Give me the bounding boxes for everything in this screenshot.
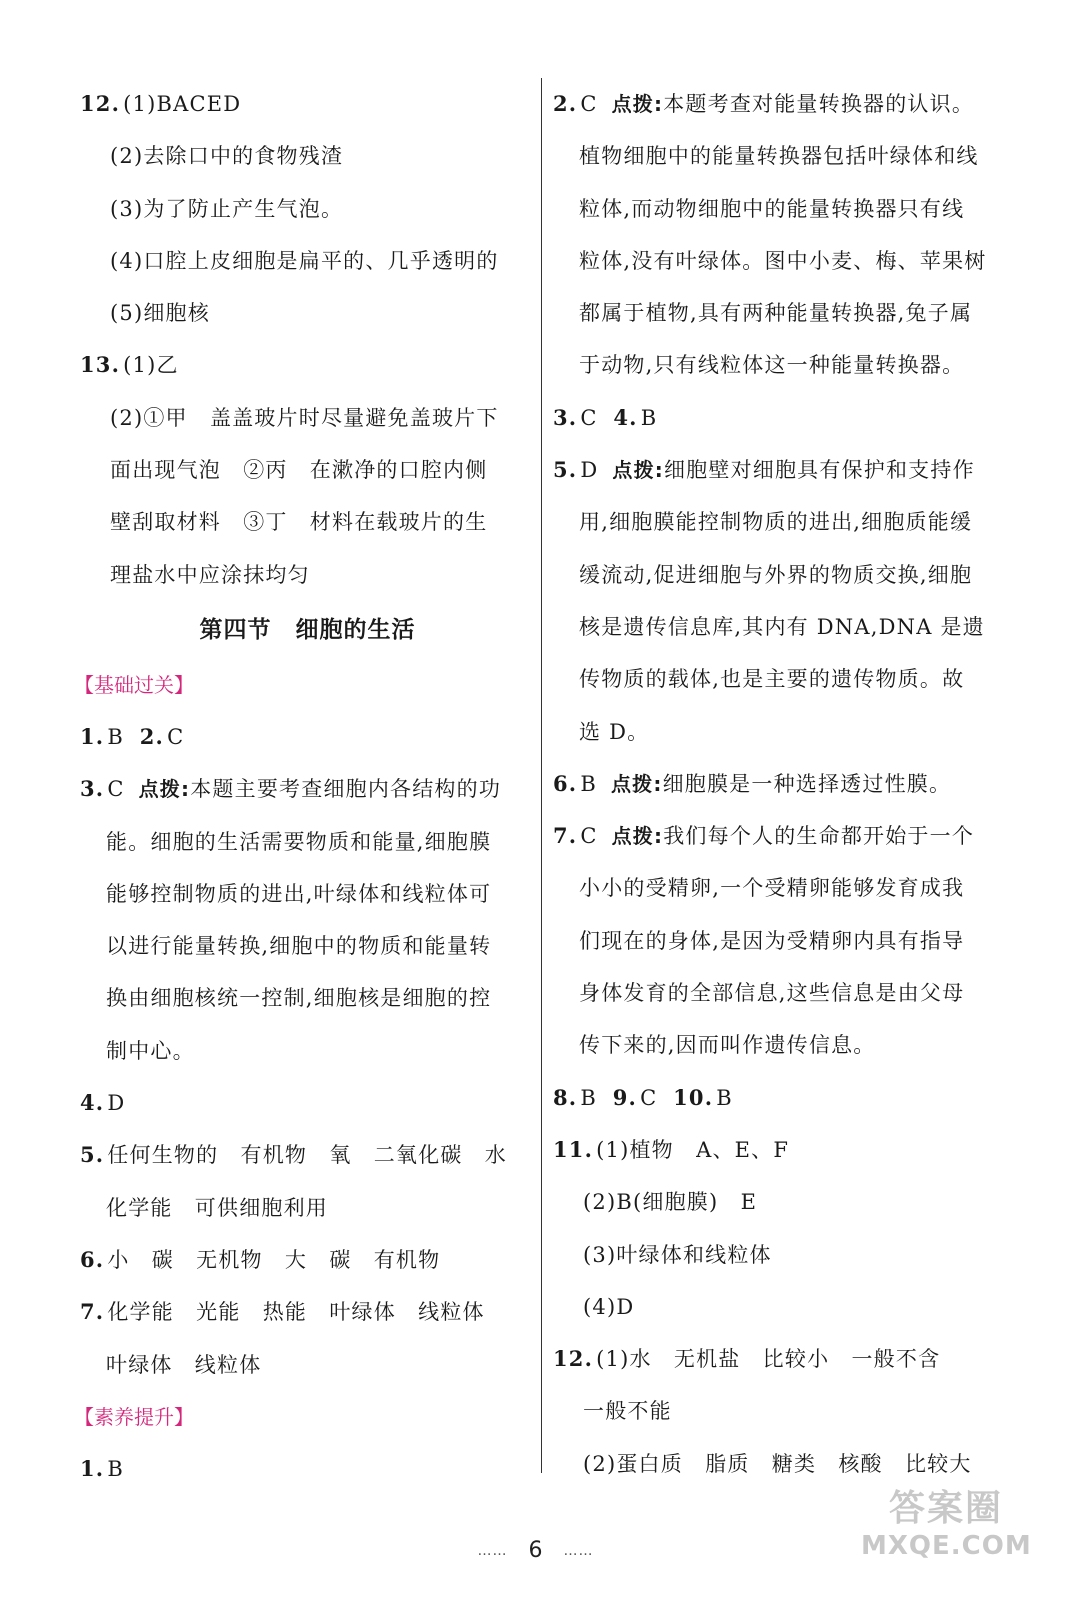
- q12-part2: (2)去除口中的食物残渣: [110, 144, 344, 169]
- answer-5-line: 传物质的载体,也是主要的遗传物质。故: [579, 667, 965, 692]
- answer-2-line: 植物细胞中的能量转换器包括叶绿体和线: [579, 144, 979, 169]
- answer-7: 7. 化学能 光能 热能 叶绿体 线粒体: [80, 1299, 485, 1325]
- answer-2-line: 都属于植物,具有两种能量转换器,兔子属: [579, 301, 973, 326]
- footer-dots-right: ……: [563, 1543, 594, 1559]
- left-column: [74, 78, 535, 1495]
- answer-5: 5. 任何生物的 有机物 氧 二氧化碳 水: [80, 1142, 507, 1168]
- tag-improve: 【素养提升】: [74, 1404, 194, 1429]
- answer-5-line: 缓流动,促进细胞与外界的物质交换,细胞: [579, 562, 973, 587]
- q13-part1: 13. (1)乙: [80, 352, 179, 378]
- answer-5-line: 化学能 可供细胞利用: [106, 1195, 328, 1220]
- right-column: [553, 78, 1013, 1490]
- answer-2-line: 粒体,而动物细胞中的能量转换器只有线: [579, 196, 965, 221]
- answer-3-line: 制中心。: [106, 1038, 195, 1063]
- watermark-bottom-text: MXQE.COM: [861, 1531, 1032, 1561]
- q13-line: (2)①甲 盖盖玻片时尽量避免盖玻片下: [110, 405, 499, 430]
- answers-3-4: 3. C 4. B: [553, 404, 658, 430]
- section-title: 第四节 细胞的生活: [199, 616, 416, 643]
- answer-12: 12. (1)水 无机盐 比较小 一般不含: [553, 1346, 941, 1372]
- answer-5: 5. D 点拨:细胞壁对细胞具有保护和支持作: [553, 457, 975, 483]
- tag-basic: 【基础过关】: [74, 672, 194, 697]
- answer-2-line: 粒体,没有叶绿体。图中小麦、梅、苹果树: [579, 248, 987, 273]
- answer-5-line: 核是遗传信息库,其内有 DNA,DNA 是遗: [579, 614, 985, 639]
- answer-12-part2: (2)蛋白质 脂质 糖类 核酸 比较大: [583, 1451, 972, 1476]
- q12-part4: (4)口腔上皮细胞是扁平的、几乎透明的: [110, 248, 499, 273]
- q13-line: 壁刮取材料 ③丁 材料在载玻片的生: [110, 510, 488, 535]
- answer-6: 6. 小 碳 无机物 大 碳 有机物: [80, 1246, 441, 1272]
- answer-3-line: 能。细胞的生活需要物质和能量,细胞膜: [106, 829, 492, 854]
- answer-11-part3: (3)叶绿体和线粒体: [583, 1242, 772, 1267]
- improve-answer-1: 1. B: [80, 1455, 124, 1481]
- answer-12-line: 一般不能: [583, 1399, 672, 1424]
- answer-6: 6. B 点拨:细胞膜是一种选择透过性膜。: [553, 770, 952, 796]
- q12-part3: (3)为了防止产生气泡。: [110, 196, 344, 221]
- answer-11: 11. (1)植物 A、E、F: [553, 1136, 790, 1162]
- answer-2-line: 于动物,只有线粒体这一种能量转换器。: [579, 353, 965, 378]
- answer-7-line: 身体发育的全部信息,这些信息是由父母: [579, 981, 965, 1006]
- answer-11-part4: (4)D: [583, 1294, 635, 1319]
- q12-part5: (5)细胞核: [110, 301, 210, 326]
- answer-7-line: 们现在的身体,是因为受精卵内具有指导: [579, 928, 965, 953]
- answer-3: 3. C 点拨:本题主要考查细胞内各结构的功: [80, 776, 502, 802]
- answers-8-10: 8. B 9. C 10. B: [553, 1084, 733, 1110]
- q12-part1: 12. (1)BACED: [80, 91, 242, 116]
- answer-11-part2: (2)B(细胞膜) E: [583, 1190, 758, 1215]
- q13-line: 理盐水中应涂抹均匀: [110, 562, 310, 587]
- answer-3-line: 换由细胞核统一控制,细胞核是细胞的控: [106, 986, 492, 1011]
- answer-5-line: 用,细胞膜能控制物质的进出,细胞质能缓: [579, 510, 973, 535]
- watermark-top-text: 答案圈: [888, 1488, 1003, 1529]
- watermark-logo: [861, 1480, 1031, 1590]
- answer-4: 4. D: [80, 1090, 126, 1116]
- page-number: 6: [528, 1538, 543, 1563]
- answer-7-line: 叶绿体 线粒体: [106, 1352, 262, 1377]
- footer-dots-left: ……: [477, 1543, 508, 1559]
- answer-3-line: 能够控制物质的进出,叶绿体和线粒体可: [106, 881, 492, 906]
- column-divider: [541, 78, 542, 1473]
- answer-7-line: 小小的受精卵,一个受精卵能够发育成我: [579, 876, 965, 901]
- answer-2: 2. C 点拨:本题考查对能量转换器的认识。: [553, 91, 975, 116]
- answer-5-line: 选 D。: [579, 719, 650, 744]
- answer-3-line: 以进行能量转换,细胞中的物质和能量转: [106, 934, 492, 959]
- answer-7-line: 传下来的,因而叫作遗传信息。: [579, 1033, 876, 1058]
- answers-1-2: 1. B 2. C: [80, 723, 185, 749]
- q13-line: 面出现气泡 ②丙 在漱净的口腔内侧: [110, 458, 488, 483]
- answer-7: 7. C 点拨:我们每个人的生命都开始于一个: [553, 823, 975, 849]
